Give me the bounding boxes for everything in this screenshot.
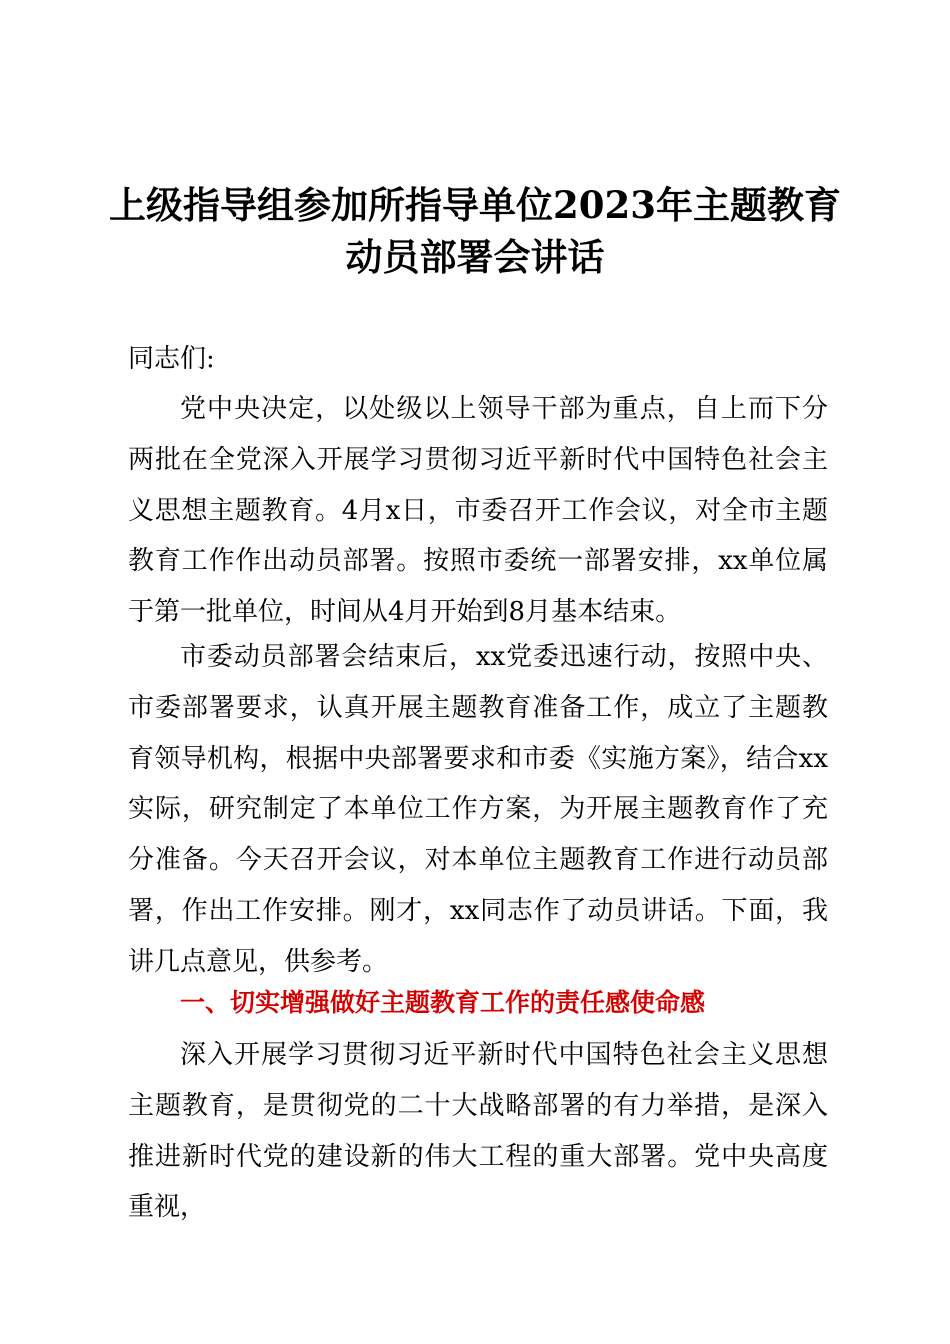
section-1-paragraph: 深入开展学习贯彻习近平新时代中国特色社会主义思想主题教育，是贯彻党的二十大战略部署的有力举措，是深入推进新时代党的建设新的伟大工程的重大部署。党中央高度重视，	[128, 1040, 828, 1223]
salutation: 同志们:	[128, 344, 215, 374]
section-heading-1: 一、切实增强做好主题教育工作的责任感使命感	[180, 988, 706, 1017]
document-title-line-2: 动员部署会讲话	[345, 235, 605, 279]
paragraph-2: 市委动员部署会结束后，xx党委迅速行动，按照中央、市委部署要求，认真开展主题教育准备工作，成立了主题教育领导机构，根据中央部署要求和市委《实施方案》，结合xx实际，研究制定了本单位工作方案，为开展主题教育作了充分准备。今天召开会议，对本单位主题教育工作进行动员部署，作出工作安排。刚才，xx同志作了动员讲话。下面，我讲几点意见，供参考。	[128, 642, 828, 977]
paragraph-1: 党中央决定，以处级以上领导干部为重点，自上而下分两批在全党深入开展学习贯彻习近平新时代中国特色社会主义思想主题教育。4月x日，市委召开工作会议，对全市主题教育工作作出动员部署。按照市委统一部署安排，xx单位属于第一批单位，时间从4月开始到8月基本结束。	[128, 394, 828, 628]
document-title-line-1: 上级指导组参加所指导单位2023年主题教育	[109, 183, 841, 227]
